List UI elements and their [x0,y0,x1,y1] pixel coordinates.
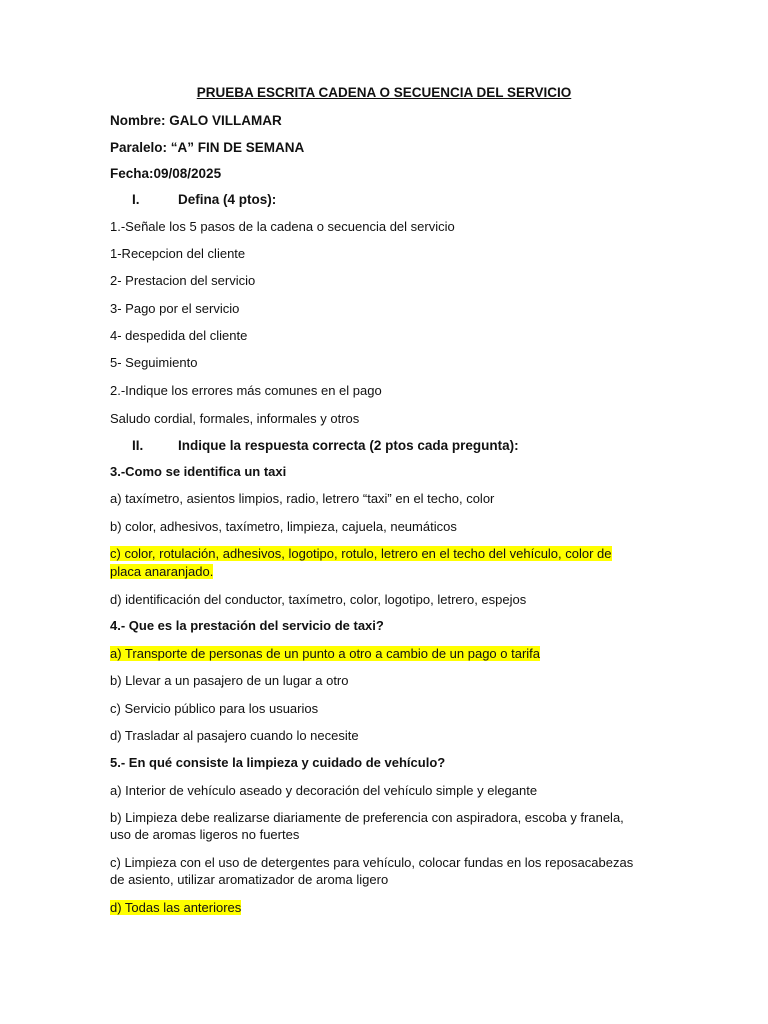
question-4: 4.- Que es la prestación del servicio de taxi? [110,618,384,633]
q3-option-b: b) color, adhesivos, taxímetro, limpieza, cajuela, neumáticos [110,519,457,534]
q3-option-a: a) taxímetro, asientos limpios, radio, letrero “taxi” en el techo, color [110,491,495,506]
q5-option-b-line1: b) Limpieza debe realizarse diariamente de preferencia con aspiradora, escoba y franela, [110,810,624,825]
q5-option-c-line2: de asiento, utilizar aromatizador de aroma ligero [110,872,389,887]
q5-option-c-line1: c) Limpieza con el uso de detergentes para vehículo, colocar fundas en los reposacabezas [110,855,634,870]
q4-option-a [110,645,540,662]
step-4: 4- despedida del cliente [110,328,248,343]
highlighted-answer: c) color, rotulación, adhesivos, logotipo, rotulo, letrero en el techo del vehículo, color de [110,546,612,561]
answer-2: Saludo cordial, formales, informales y otros [110,411,360,426]
question-5: 5.- En qué consiste la limpieza y cuidado de vehículo? [110,755,446,770]
question-2: 2.-Indique los errores más comunes en el pago [110,383,382,398]
q5-option-d [110,899,241,916]
student-group: Paralelo: “A” FIN DE SEMANA [110,140,305,155]
step-3: 3- Pago por el servicio [110,301,240,316]
q4-option-c: c) Servicio público para los usuarios [110,701,319,716]
section-2-heading [110,437,519,454]
student-name: Nombre: GALO VILLAMAR [110,113,282,128]
document-title: PRUEBA ESCRITA CADENA O SECUENCIA DEL SERVICIO [196,85,572,100]
step-5: 5- Seguimiento [110,355,198,370]
q3-option-d: d) identificación del conductor, taxímetro, color, logotipo, letrero, espejos [110,592,527,607]
section-2-title: Indique la respuesta correcta (2 ptos cada pregunta): [178,438,519,453]
highlighted-answer: d) Todas las anteriores [110,900,242,915]
q3-option-c-line2 [110,563,213,580]
question-3: 3.-Como se identifica un taxi [110,464,287,479]
question-1: 1.-Señale los 5 pasos de la cadena o secuencia del servicio [110,219,455,234]
section-1-heading [110,191,276,208]
highlighted-answer: a) Transporte de personas de un punto a otro a cambio de un pago o tarifa [110,646,541,661]
section-1-title: Defina (4 ptos): [178,192,277,207]
q5-option-b-line2: uso de aromas ligeros no fuertes [110,827,300,842]
step-1: 1-Recepcion del cliente [110,246,246,261]
q3-option-c-line1 [110,545,612,562]
q4-option-b: b) Llevar a un pasajero de un lugar a otro [110,673,349,688]
section-1-number: I. [132,192,140,207]
q5-option-a: a) Interior de vehículo aseado y decoración del vehículo simple y elegante [110,783,538,798]
step-2: 2- Prestacion del servicio [110,273,256,288]
q4-option-d: d) Trasladar al pasajero cuando lo necesite [110,728,359,743]
exam-date: Fecha:09/08/2025 [110,166,222,181]
highlighted-answer: placa anaranjado. [110,564,214,579]
section-2-number: II. [132,438,144,453]
